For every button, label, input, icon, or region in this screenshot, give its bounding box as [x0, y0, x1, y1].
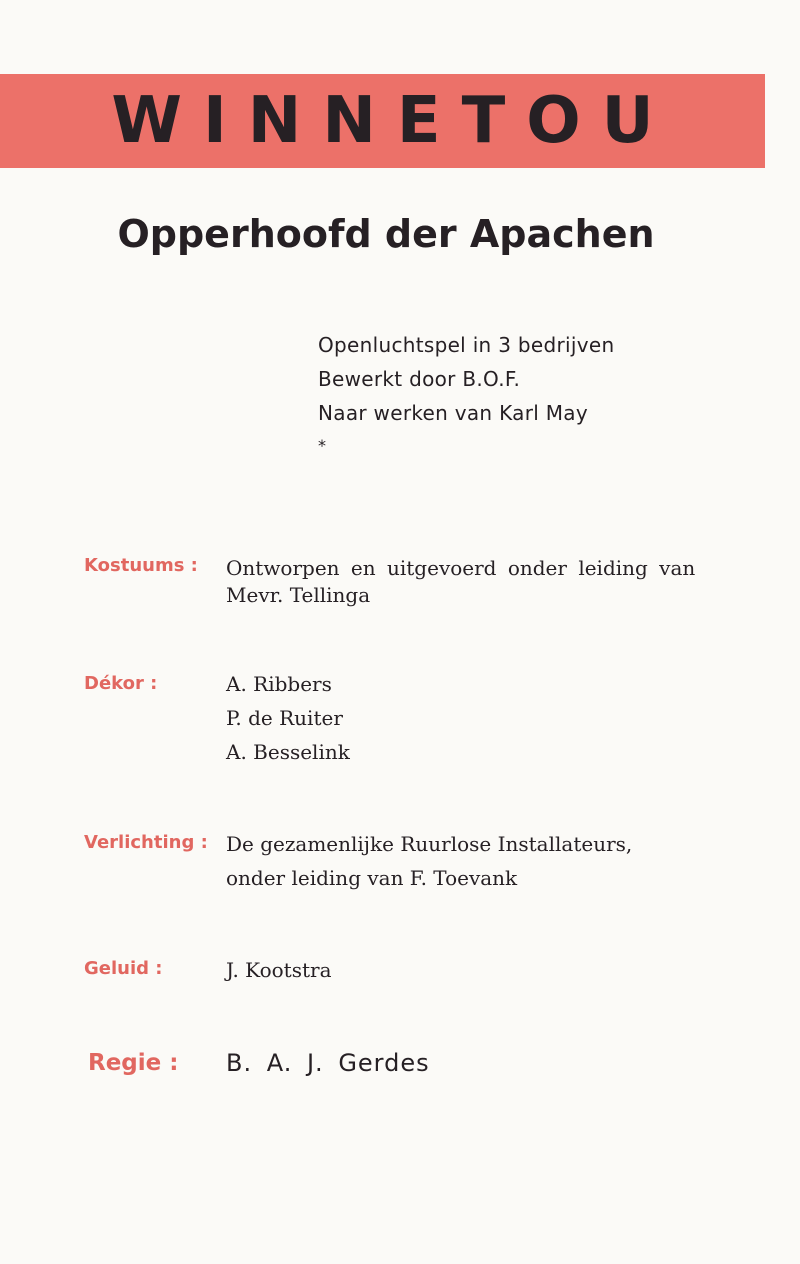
page-title: WINNETOU: [111, 84, 675, 158]
page-subtitle: Opperhoofd der Apachen: [117, 212, 655, 256]
geluid-value: J. Kootstra: [226, 958, 332, 982]
dekor-label: Dékor :: [84, 673, 158, 694]
regie-label: Regie :: [88, 1050, 179, 1076]
dekor-name: A. Ribbers: [226, 672, 332, 696]
geluid-label: Geluid :: [84, 958, 163, 979]
play-info-adaptation: Bewerkt door B.O.F.: [318, 367, 521, 391]
title-banner: [0, 74, 765, 168]
kostuums-line-1: Ontworpen en uitgevoerd onder leiding van: [226, 556, 696, 580]
kostuums-value: [226, 555, 696, 609]
verlichting-label: Verlichting :: [84, 832, 208, 853]
verlichting-value: [226, 827, 632, 895]
verlichting-line-1: De gezamenlijke Ruurlose Installateurs,: [226, 832, 633, 856]
play-info: [318, 328, 614, 430]
kostuums-label: Kostuums :: [84, 555, 198, 576]
dekor-name: A. Besselink: [226, 740, 350, 764]
kostuums-line-2: Mevr. Tellinga: [226, 583, 371, 607]
verlichting-line-2: onder leiding van F. Toevank: [226, 866, 518, 890]
regie-value: B. A. J. Gerdes: [226, 1049, 430, 1077]
play-info-genre: Openluchtspel in 3 bedrijven: [318, 333, 615, 357]
dekor-value: [226, 667, 350, 769]
dekor-name: P. de Ruiter: [226, 706, 343, 730]
separator-asterisk: *: [318, 436, 326, 455]
play-info-source: Naar werken van Karl May: [318, 401, 588, 425]
